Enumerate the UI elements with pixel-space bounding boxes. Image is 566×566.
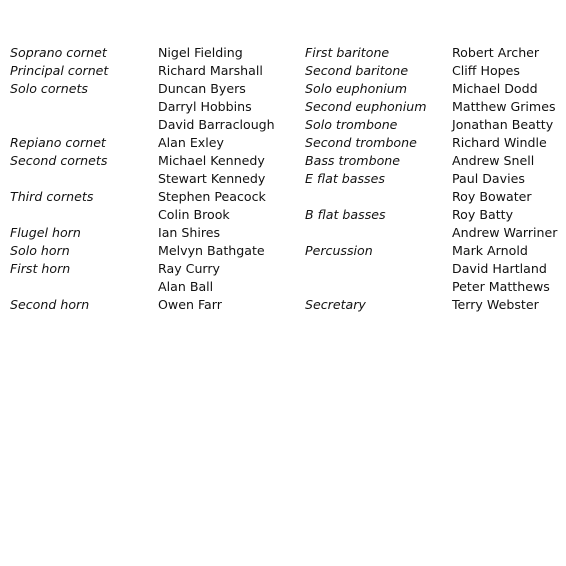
roster-row <box>10 296 560 314</box>
player-name: Robert Archer <box>452 45 540 60</box>
instrument-label: Secretary <box>305 297 366 312</box>
roster-row <box>10 224 560 242</box>
player-name: Nigel Fielding <box>158 45 243 60</box>
player-name: Ray Curry <box>158 261 221 276</box>
instrument-label <box>10 170 158 188</box>
instrument-label: Percussion <box>305 243 373 258</box>
roster-row <box>10 116 560 134</box>
player-name: Mark Arnold <box>452 243 528 258</box>
instrument-label: Principal cornet <box>10 63 109 78</box>
roster-row <box>10 242 560 260</box>
instrument-label <box>10 98 158 116</box>
player-name: Michael Kennedy <box>158 153 265 168</box>
instrument-label: Second horn <box>10 297 90 312</box>
roster-row <box>10 170 560 188</box>
instrument-label: Second euphonium <box>305 99 427 114</box>
instrument-label <box>305 224 452 242</box>
roster-row <box>10 206 560 224</box>
player-name: Ian Shires <box>158 225 221 240</box>
player-name: David Hartland <box>452 261 547 276</box>
player-name: Richard Windle <box>452 135 547 150</box>
player-name: Alan Exley <box>158 135 224 150</box>
instrument-label: Second trombone <box>305 135 417 150</box>
player-name: Owen Farr <box>158 297 222 312</box>
player-name: Andrew Snell <box>452 153 535 168</box>
player-name: Peter Matthews <box>452 279 550 294</box>
instrument-label: E flat basses <box>305 171 385 186</box>
instrument-label: First baritone <box>305 45 390 60</box>
roster-row <box>10 188 560 206</box>
instrument-label: Repiano cornet <box>10 135 106 150</box>
instrument-label <box>305 278 452 296</box>
player-name: Terry Webster <box>452 297 539 312</box>
instrument-label: Second cornets <box>10 153 108 168</box>
instrument-label <box>10 206 158 224</box>
instrument-label <box>10 116 158 134</box>
instrument-label <box>10 278 158 296</box>
roster-row <box>10 80 560 98</box>
roster-row <box>10 152 560 170</box>
instrument-label: Second baritone <box>305 63 409 78</box>
band-roster <box>10 44 560 314</box>
player-name: Colin Brook <box>158 207 230 222</box>
player-name: Darryl Hobbins <box>158 99 252 114</box>
instrument-label: First horn <box>10 261 71 276</box>
player-name: Duncan Byers <box>158 81 246 96</box>
player-name: Richard Marshall <box>158 63 263 78</box>
player-name: Stephen Peacock <box>158 189 266 204</box>
player-name: Cliff Hopes <box>452 63 520 78</box>
roster-row <box>10 44 560 62</box>
roster-row <box>10 260 560 278</box>
player-name: Stewart Kennedy <box>158 171 266 186</box>
instrument-label <box>305 260 452 278</box>
instrument-label <box>305 188 452 206</box>
instrument-label: Solo trombone <box>305 117 398 132</box>
player-name: Paul Davies <box>452 171 525 186</box>
player-name: Roy Batty <box>452 207 514 222</box>
instrument-label: Soprano cornet <box>10 45 107 60</box>
roster-row <box>10 62 560 80</box>
instrument-label: Flugel horn <box>10 225 81 240</box>
player-name: Roy Bowater <box>452 189 532 204</box>
player-name: Matthew Grimes <box>452 99 556 114</box>
instrument-label: Solo cornets <box>10 81 88 96</box>
instrument-label: Solo horn <box>10 243 70 258</box>
player-name: Jonathan Beatty <box>452 117 554 132</box>
player-name: Melvyn Bathgate <box>158 243 265 258</box>
player-name: Andrew Warriner <box>452 225 558 240</box>
player-name: Michael Dodd <box>452 81 538 96</box>
instrument-label: Solo euphonium <box>305 81 408 96</box>
roster-row <box>10 134 560 152</box>
instrument-label: Bass trombone <box>305 153 401 168</box>
instrument-label: Third cornets <box>10 189 94 204</box>
roster-row <box>10 278 560 296</box>
player-name: David Barraclough <box>158 117 275 132</box>
roster-row <box>10 98 560 116</box>
player-name: Alan Ball <box>158 279 214 294</box>
instrument-label: B flat basses <box>305 207 386 222</box>
